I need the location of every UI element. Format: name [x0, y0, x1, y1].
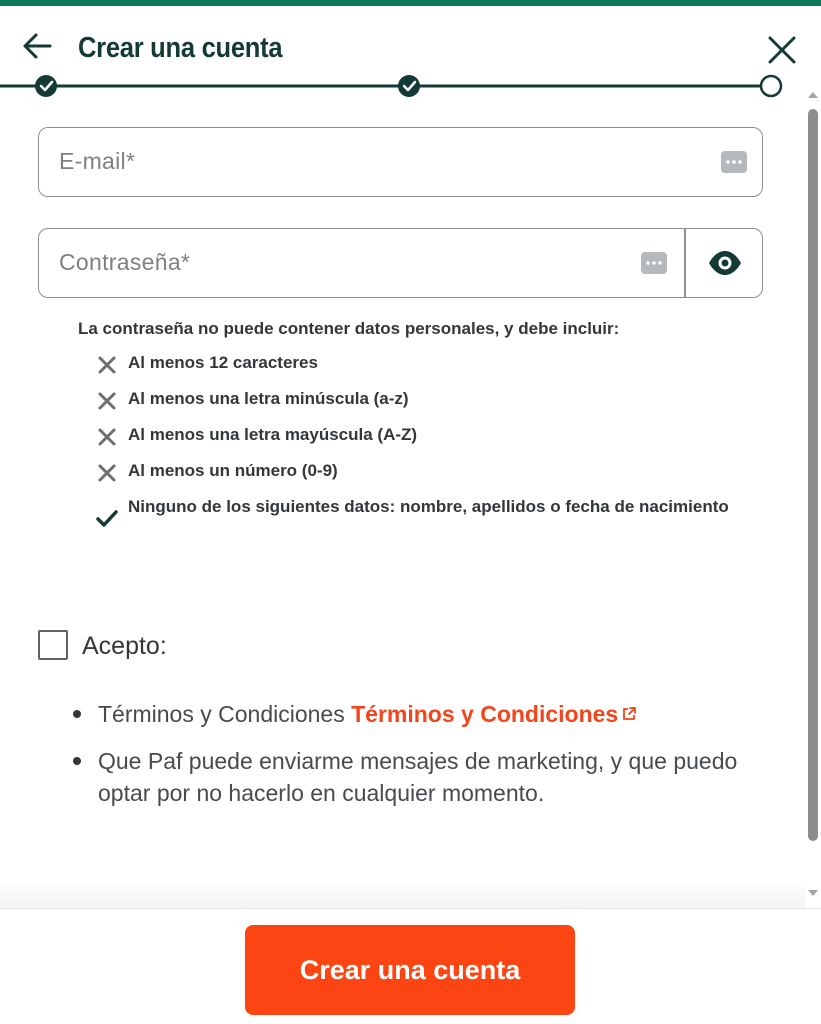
list-item: [70, 698, 770, 730]
footer: [0, 908, 821, 1024]
password-field[interactable]: [38, 228, 763, 298]
back-button[interactable]: [18, 28, 58, 68]
requirement-item: [78, 495, 778, 519]
external-link-icon: [622, 707, 636, 721]
requirement-item: [78, 423, 778, 447]
cross-icon: [96, 354, 118, 376]
field-divider: [684, 229, 686, 297]
consent-checkbox[interactable]: [38, 630, 68, 660]
page-title: Crear una cuenta: [78, 32, 283, 64]
password-manager-icon[interactable]: [721, 151, 747, 173]
terms-link-label: Términos y Condiciones: [351, 701, 619, 727]
consent-row: [38, 630, 758, 670]
password-manager-icon[interactable]: [641, 252, 667, 274]
bullet-dot: [73, 757, 81, 765]
scrollbar-thumb[interactable]: [808, 109, 818, 841]
cross-icon: [96, 426, 118, 448]
requirement-text: Al menos una letra mayúscula (A-Z): [128, 425, 418, 444]
progress-stepper: [0, 72, 821, 100]
marketing-text: Que Paf puede enviarme mensajes de marketing, y que puedo optar por no hacerlo en cualquier momento.: [98, 748, 738, 806]
requirement-text: Al menos 12 caracteres: [128, 353, 318, 372]
password-requirements: [78, 319, 778, 519]
terms-text: Términos y Condiciones: [98, 701, 345, 727]
scroll-down-arrow-icon[interactable]: [808, 890, 818, 896]
step-completed-2: [398, 75, 420, 97]
requirement-text: Al menos una letra minúscula (a-z): [128, 389, 409, 408]
form-scroll-area[interactable]: [0, 100, 821, 908]
requirement-item: [78, 459, 778, 483]
password-requirements-title: La contraseña no puede contener datos personales, y debe incluir:: [78, 319, 620, 338]
vertical-scrollbar[interactable]: [805, 86, 821, 908]
terms-link[interactable]: [351, 701, 636, 727]
arrow-left-icon: [18, 28, 58, 68]
requirement-item: [78, 387, 778, 411]
cross-icon: [96, 462, 118, 484]
create-account-button[interactable]: Crear una cuenta: [245, 925, 575, 1015]
requirement-item: [78, 351, 778, 375]
scroll-fade: [0, 880, 805, 908]
step-current-3: [761, 76, 781, 96]
consent-label: Acepto:: [82, 632, 167, 660]
consent-list: [70, 698, 770, 824]
scroll-up-arrow-icon[interactable]: [808, 92, 818, 98]
check-icon: [96, 507, 118, 529]
requirement-text: Ninguno de los siguientes datos: nombre, apellidos o fecha de nacimiento: [128, 497, 729, 516]
email-field[interactable]: [38, 127, 763, 197]
password-placeholder: Contraseña*: [59, 249, 191, 275]
close-icon: [764, 32, 800, 68]
eye-icon: [689, 239, 761, 287]
email-placeholder: E-mail*: [59, 148, 136, 174]
list-item: [70, 745, 770, 809]
requirement-text: Al menos un número (0-9): [128, 461, 338, 480]
cross-icon: [96, 390, 118, 412]
step-completed-1: [35, 75, 57, 97]
show-password-button[interactable]: [689, 239, 761, 287]
bullet-dot: [73, 710, 81, 718]
close-button[interactable]: [764, 32, 800, 68]
